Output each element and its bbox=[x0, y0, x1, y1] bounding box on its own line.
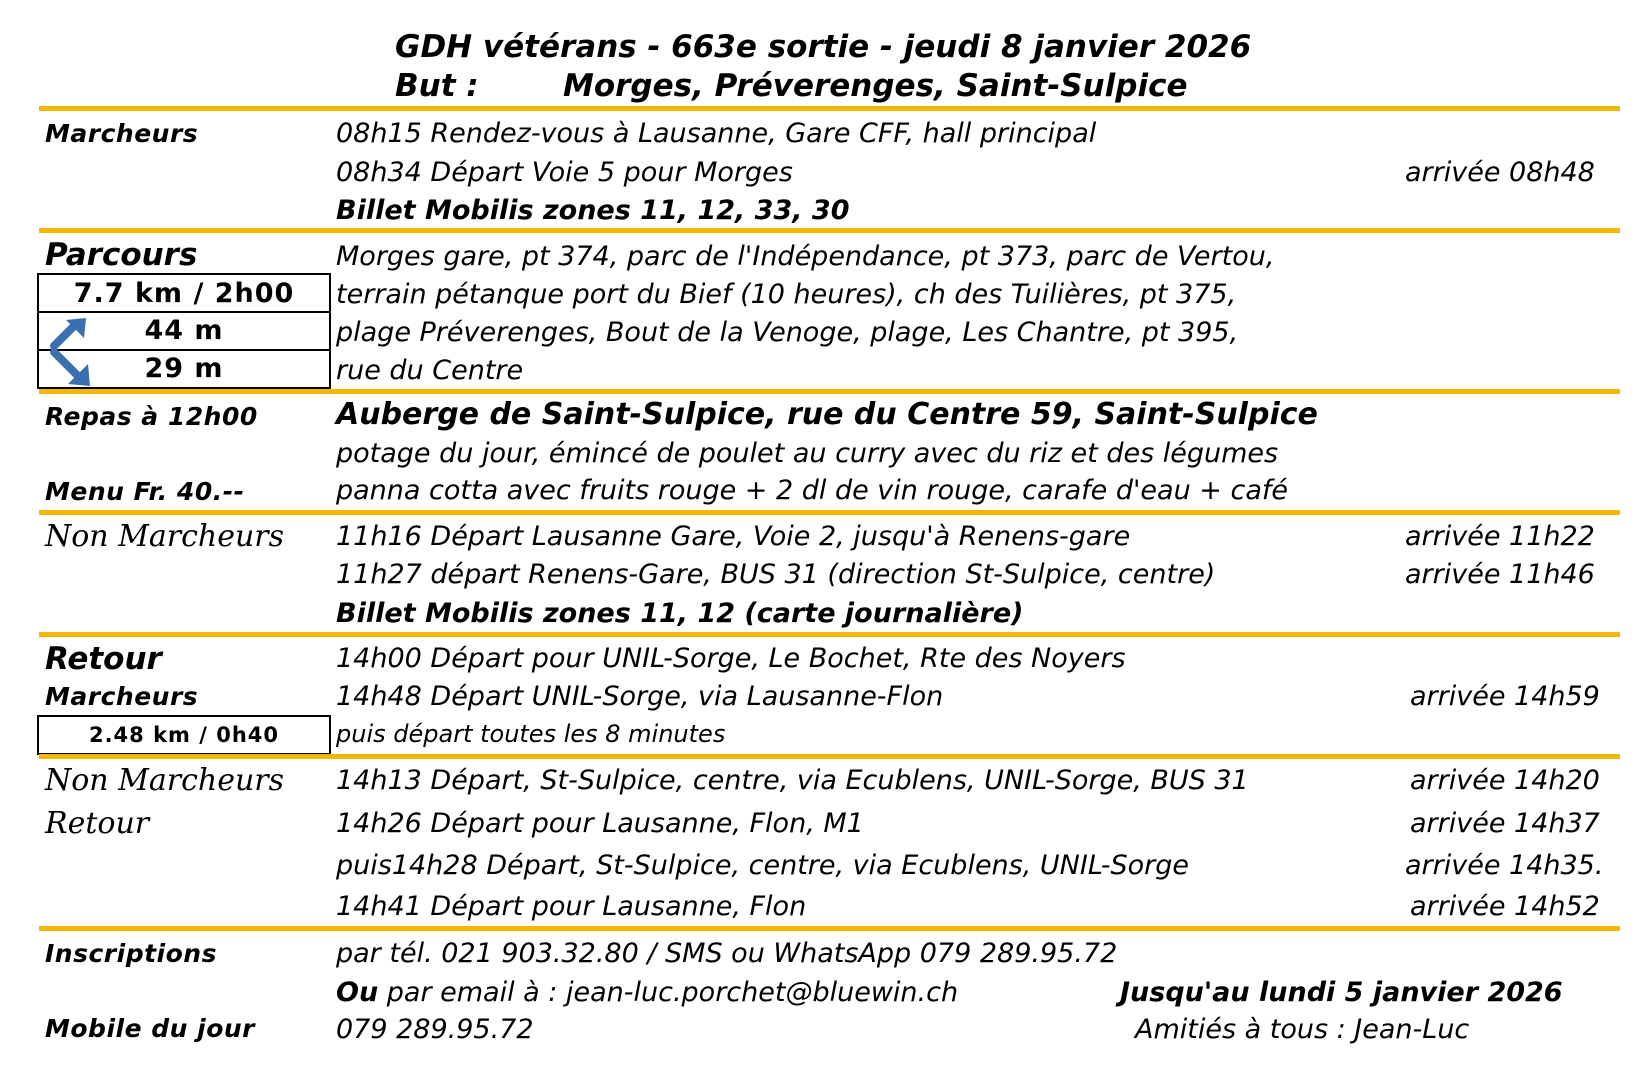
section-label-inscriptions: Inscriptions bbox=[45, 939, 217, 968]
section-label-parcours: Parcours bbox=[45, 237, 198, 273]
section-divider bbox=[39, 106, 1620, 111]
inscriptions-email-text: par email à : jean-luc.porchet@bluewin.ch bbox=[378, 977, 959, 1008]
destination-label: But : bbox=[395, 68, 479, 104]
destination-value: Morges, Préverenges, Saint-Sulpice bbox=[563, 68, 1188, 104]
retour-sub-label: Marcheurs bbox=[45, 682, 199, 711]
parcours-line-1: Morges gare, pt 374, parc de l'Indépendance, pt 373, parc de Vertou, bbox=[336, 241, 1275, 272]
retour-line-3: puis départ toutes les 8 minutes bbox=[336, 720, 726, 748]
descent-value: 29 m bbox=[144, 352, 224, 384]
non-marcheurs-arrival-2: arrivée 11h46 bbox=[1405, 559, 1595, 590]
non-marcheurs-line-2: 11h27 départ Renens-Gare, BUS 31 (direction St-Sulpice, centre) bbox=[336, 559, 1216, 590]
marcheurs-line-2: 08h34 Départ Voie 5 pour Morges bbox=[336, 157, 793, 188]
distance-value: 7.7 km / 2h00 bbox=[73, 277, 295, 309]
menu-line-1: potage du jour, émincé de poulet au curry avec du riz et des légumes bbox=[336, 438, 1279, 469]
marcheurs-arrival: arrivée 08h48 bbox=[1405, 157, 1595, 188]
nm-retour-line-1: 14h13 Départ, St-Sulpice, centre, via Ecublens, UNIL-Sorge, BUS 31 bbox=[336, 765, 1249, 796]
inscriptions-phone: par tél. 021 903.32.80 / SMS ou WhatsApp 079 289.95.72 bbox=[336, 938, 1118, 969]
retour-distance-box bbox=[37, 715, 331, 755]
mobile-number: 079 289.95.72 bbox=[336, 1014, 534, 1045]
section-label-non-marcheurs: Non Marcheurs bbox=[45, 519, 285, 554]
section-divider bbox=[39, 754, 1620, 759]
section-label-retour: Retour bbox=[45, 641, 162, 677]
section-label-repas: Repas à 12h00 bbox=[45, 402, 258, 431]
nm-retour-arrival-1: arrivée 14h20 bbox=[1410, 765, 1600, 796]
arrow-down-icon bbox=[54, 352, 90, 386]
section-divider bbox=[39, 510, 1620, 515]
retour-arrival-2: arrivée 14h59 bbox=[1410, 681, 1600, 712]
parcours-line-3: plage Préverenges, Bout de la Venoge, plage, Les Chantre, pt 395, bbox=[336, 317, 1239, 348]
registration-deadline: Jusqu'au lundi 5 janvier 2026 bbox=[1120, 977, 1563, 1008]
retour-line-1: 14h00 Départ pour UNIL-Sorge, Le Bochet, Rte des Noyers bbox=[336, 643, 1126, 674]
section-divider bbox=[39, 926, 1620, 931]
section-divider bbox=[39, 228, 1620, 233]
nm-retour-line-3: puis14h28 Départ, St-Sulpice, centre, via Ecublens, UNIL-Sorge bbox=[336, 850, 1190, 881]
retour-distance-value: 2.48 km / 0h40 bbox=[88, 723, 280, 747]
nm-retour-arrival-2: arrivée 14h37 bbox=[1410, 808, 1600, 839]
section-divider bbox=[39, 632, 1620, 637]
menu-price: Menu Fr. 40.-- bbox=[45, 477, 245, 506]
page-title: GDH vétérans - 663e sortie - jeudi 8 janvier 2026 bbox=[395, 29, 1252, 65]
elevation-arrows bbox=[42, 318, 102, 388]
parcours-line-2: terrain pétanque port du Bief (10 heures), ch des Tuilières, pt 375, bbox=[336, 279, 1237, 310]
retour-line-2: 14h48 Départ UNIL-Sorge, via Lausanne-Flon bbox=[336, 681, 944, 712]
marcheurs-line-1: 08h15 Rendez-vous à Lausanne, Gare CFF, hall principal bbox=[336, 118, 1097, 149]
inscriptions-email bbox=[336, 979, 958, 1006]
section-label-non-marcheurs-retour: Non Marcheurs bbox=[45, 763, 285, 798]
arrow-up-icon bbox=[54, 318, 86, 346]
menu-line-2: panna cotta avec fruits rouge + 2 dl de vin rouge, carafe d'eau + café bbox=[336, 475, 1288, 506]
marcheurs-ticket: Billet Mobilis zones 11, 12, 33, 30 bbox=[336, 195, 850, 226]
mobile-label: Mobile du jour bbox=[45, 1014, 256, 1043]
signature: Amitiés à tous : Jean-Luc bbox=[1135, 1014, 1470, 1045]
nm-retour-arrival-3: arrivée 14h35. bbox=[1405, 850, 1604, 881]
ascent-value: 44 m bbox=[144, 314, 224, 346]
nm-retour-line-4: 14h41 Départ pour Lausanne, Flon bbox=[336, 891, 807, 922]
distance-box bbox=[37, 273, 331, 313]
nm-retour-line-2: 14h26 Départ pour Lausanne, Flon, M1 bbox=[336, 808, 864, 839]
section-divider bbox=[39, 389, 1620, 394]
restaurant-name: Auberge de Saint-Sulpice, rue du Centre 59, Saint-Sulpice bbox=[336, 397, 1318, 432]
non-marcheurs-line-1: 11h16 Départ Lausanne Gare, Voie 2, jusqu'à Renens-gare bbox=[336, 521, 1131, 552]
parcours-line-4: rue du Centre bbox=[336, 355, 524, 386]
nm-retour-arrival-4: arrivée 14h52 bbox=[1410, 891, 1600, 922]
section-label-marcheurs: Marcheurs bbox=[45, 119, 199, 148]
non-marcheurs-arrival-1: arrivée 11h22 bbox=[1405, 521, 1595, 552]
section-label-retour-2: Retour bbox=[45, 806, 150, 841]
non-marcheurs-ticket: Billet Mobilis zones 11, 12 (carte journalière) bbox=[336, 598, 1024, 629]
inscriptions-email-prefix: Ou bbox=[336, 977, 379, 1008]
